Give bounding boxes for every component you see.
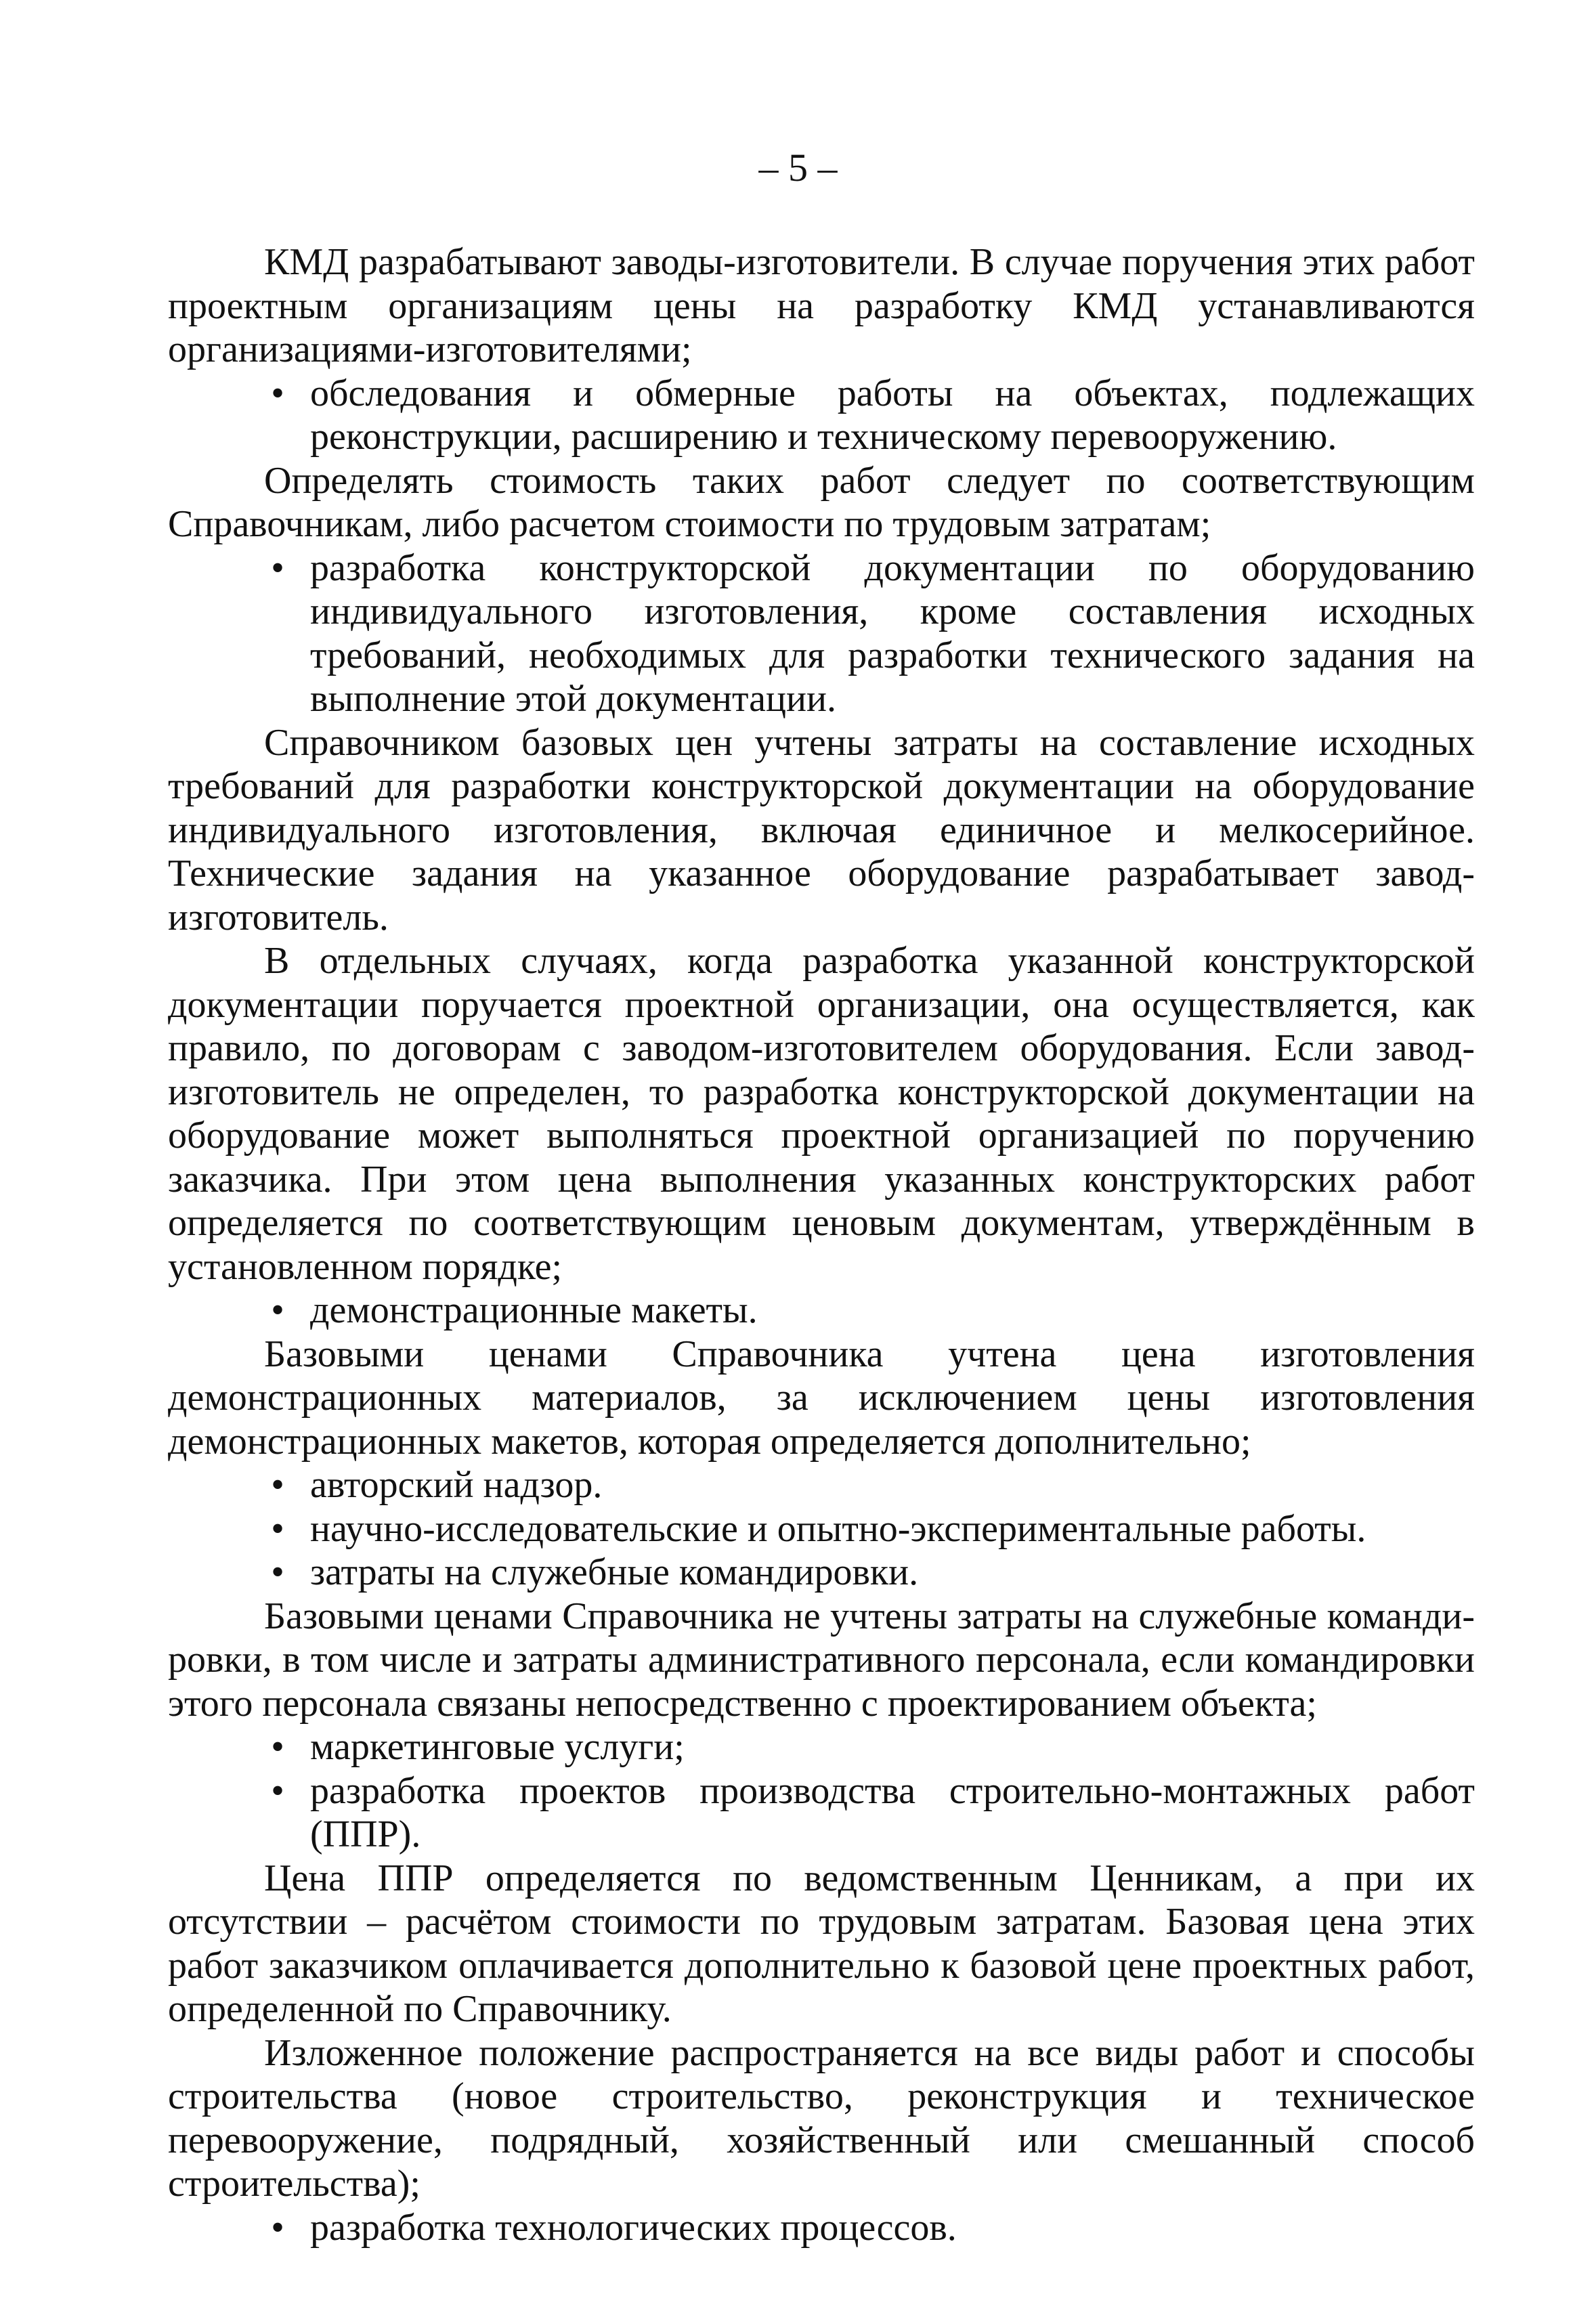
bullet-text: демонстрационные макеты. [310, 1289, 758, 1331]
bullet-text: авторский надзор. [310, 1464, 603, 1506]
bullet-text: разработка конструкторской документации по оборудованию индивидуального изготовления, кроме составления исходных требований, необходимых для разработки технического задания на выполнение этой документации. [310, 546, 1475, 720]
bullet-text: затраты на служебные командировки. [310, 1551, 919, 1593]
bullet-icon: • [271, 1507, 284, 1550]
bullet-icon: • [271, 1551, 284, 1593]
bullet-item [168, 1463, 1475, 1507]
paragraph: В отдельных случаях, когда разработка указанной конструкторской документации поручается проектной организации, она осуществляется, как правило, по договорам с заводом-изготовителем оборудования. Если завод-изготовитель не определен, то разработка конструкторской документации на оборудование может выполняться проектной организацией по поручению заказчика. При этом цена выполнения указанных конструкторских работ определяется по соответствующим ценовым документам, утверждённым в установленном порядке; [168, 940, 1475, 1288]
bullet-item [168, 546, 1475, 721]
bullet-item [168, 1769, 1475, 1857]
paragraph: Справочником базовых цен учтены затраты на составление исходных требований для разработки конструкторской документации на оборудование индивидуального изготовления, включая единичное и мелкосерийное. Технические задания на указанное оборудование разрабатывает завод-изготовитель. [168, 721, 1475, 938]
bullet-text: маркетинговые услуги; [310, 1726, 685, 1768]
paragraph: Цена ППР определяется по ведомственным Ценникам, а при их отсутствии – расчётом стоимости по трудовым затратам. Базовая цена этих работ заказчиком оплачивается дополнительно к базовой цене проектных работ, определенной по Справочнику. [168, 1857, 1475, 2030]
bullet-text: научно-исследовательские и опытно-экспериментальные работы. [310, 1507, 1366, 1550]
bullet-icon: • [271, 1289, 284, 1331]
bullet-icon: • [271, 1464, 284, 1506]
bullet-text: разработка технологических процессов. [310, 2206, 957, 2249]
bullet-item [168, 1725, 1475, 1769]
bullet-icon: • [271, 546, 284, 589]
bullet-item [168, 1289, 1475, 1333]
bullet-icon: • [271, 2206, 284, 2249]
bullet-item [168, 2206, 1475, 2250]
paragraph: Базовыми ценами Справочника учтена цена изготовления демонстрационных материалов, за исключением цены изготовления демонстрационных макетов, которая определяется дополнительно; [168, 1333, 1475, 1463]
bullet-item [168, 1551, 1475, 1595]
bullet-item [168, 372, 1475, 459]
paragraph: КМД разрабатывают заводы-изготовители. В случае поручения этих работ проектным организациям цены на разработку КМД устанавливаются организациями-изготовителями; [168, 241, 1475, 370]
page-number: – 5 – [758, 146, 838, 190]
paragraph: Определять стоимость таких работ следует по соответствующим Справочникам, либо расчетом стоимости по трудовым затратам; [168, 459, 1475, 545]
bullet-text: разработка проектов производства строительно-монтажных работ (ППР). [310, 1769, 1475, 1855]
paragraph: Изложенное положение распространяется на все виды работ и способы строительства (новое строительство, реконструкция и техническое перевооружение, подрядный, хозяйственный или смешанный способ строительства); [168, 2031, 1475, 2205]
paragraph: Базовыми ценами Справочника не учтены затраты на служебные командировки, в том числе и затраты административного персонала, если командировки этого персонала связаны непосредственно с проектированием объекта; [168, 1595, 1475, 1725]
bullet-icon: • [271, 1769, 284, 1812]
document-body [168, 240, 1475, 2249]
bullet-icon: • [271, 1726, 284, 1768]
bullet-text: обследования и обмерные работы на объектах, подлежащих реконструкции, расширению и техническому перевооружению. [310, 372, 1475, 458]
bullet-item [168, 1507, 1475, 1551]
bullet-icon: • [271, 372, 284, 414]
